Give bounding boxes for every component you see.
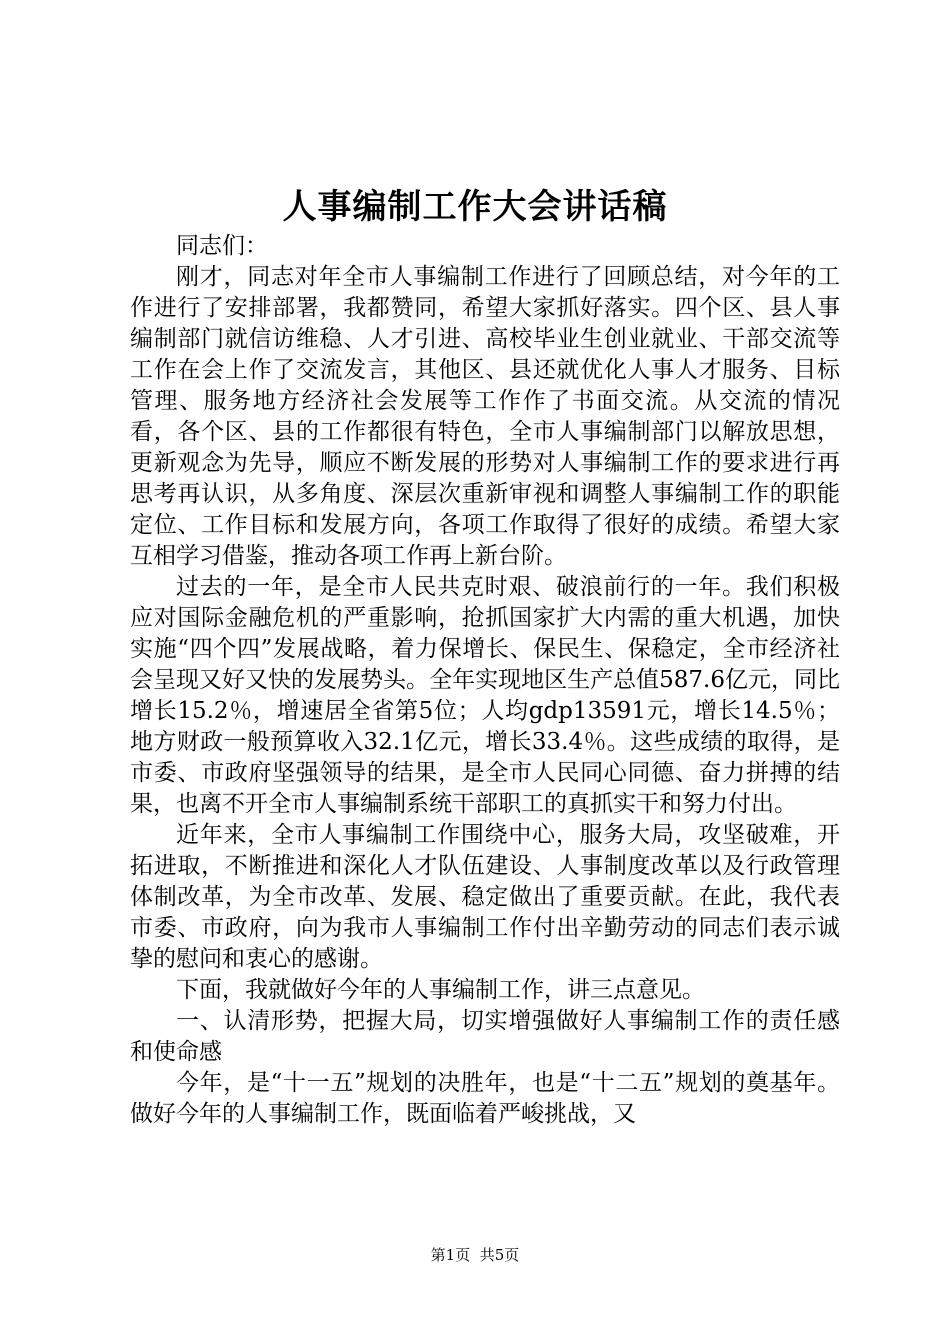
page-number: 第1页	[430, 1246, 471, 1264]
page-total: 共5页	[479, 1246, 520, 1264]
paragraph-this-year: 今年，是“十一五”规划的决胜年，也是“十二五”规划的奠基年。做好今年的人事编制工作，既面临着严峻挑战，又	[130, 1070, 840, 1127]
paragraph-past-year: 过去的一年，是全市人民共克时艰、破浪前行的一年。我们积极应对国际金融危机的严重影响，抢抓国家扩大内需的重大机遇，加快实施“四个四”发展战略，着力保增长、保民生、保稳定，全市经济社会呈现又好又快的发展势头。全年实现地区生产总值587.6亿元，同比增长15.2％，增速居全省第5位；人均gdp13591元，增长14.5％；地方财政一般预算收入32.1亿元，增长33.4％。这些成绩的取得，是市委、市政府坚强领导的结果，是全市人民同心同德、奋力拼搏的结果，也离不开全市人事编制系统干部职工的真抓实干和努力付出。	[130, 574, 840, 817]
paragraph-three-points: 下面，我就做好今年的人事编制工作，讲三点意见。	[176, 977, 705, 1003]
document-body	[130, 231, 840, 1130]
paragraph-recent-years: 近年来，全市人事编制工作围绕中心，服务大局，攻坚破难，开拓进取，不断推进和深化人才队伍建设、人事制度改革以及行政管理体制改革，为全市改革、发展、稳定做出了重要贡献。在此，我代表市委、市政府，向为我市人事编制工作付出辛勤劳动的同志们表示诚挚的慰问和衷心的感谢。	[130, 822, 840, 972]
paragraph-salutation: 同志们：	[176, 233, 268, 259]
page-footer	[0, 1245, 950, 1265]
paragraph-review: 刚才，同志对年全市人事编制工作进行了回顾总结，对今年的工作进行了安排部署，我都赞同，希望大家抓好落实。四个区、县人事编制部门就信访维稳、人才引进、高校毕业生创业就业、干部交流等工作在会上作了交流发言，其他区、县还就优化人事人才服务、目标管理、服务地方经济社会发展等工作作了书面交流。从交流的情况看，各个区、县的工作都很有特色，全市人事编制部门以解放思想，更新观念为先导，顺应不断发展的形势对人事编制工作的要求进行再思考再认识，从多角度、深层次重新审视和调整人事编制工作的职能定位、工作目标和发展方向，各项工作取得了很好的成绩。希望大家互相学习借鉴，推动各项工作再上新台阶。	[130, 264, 840, 569]
section-heading-one: 一、认清形势，把握大局，切实增强做好人事编制工作的责任感和使命感	[130, 1008, 840, 1065]
document-title: 人事编制工作大会讲话稿	[282, 187, 668, 227]
